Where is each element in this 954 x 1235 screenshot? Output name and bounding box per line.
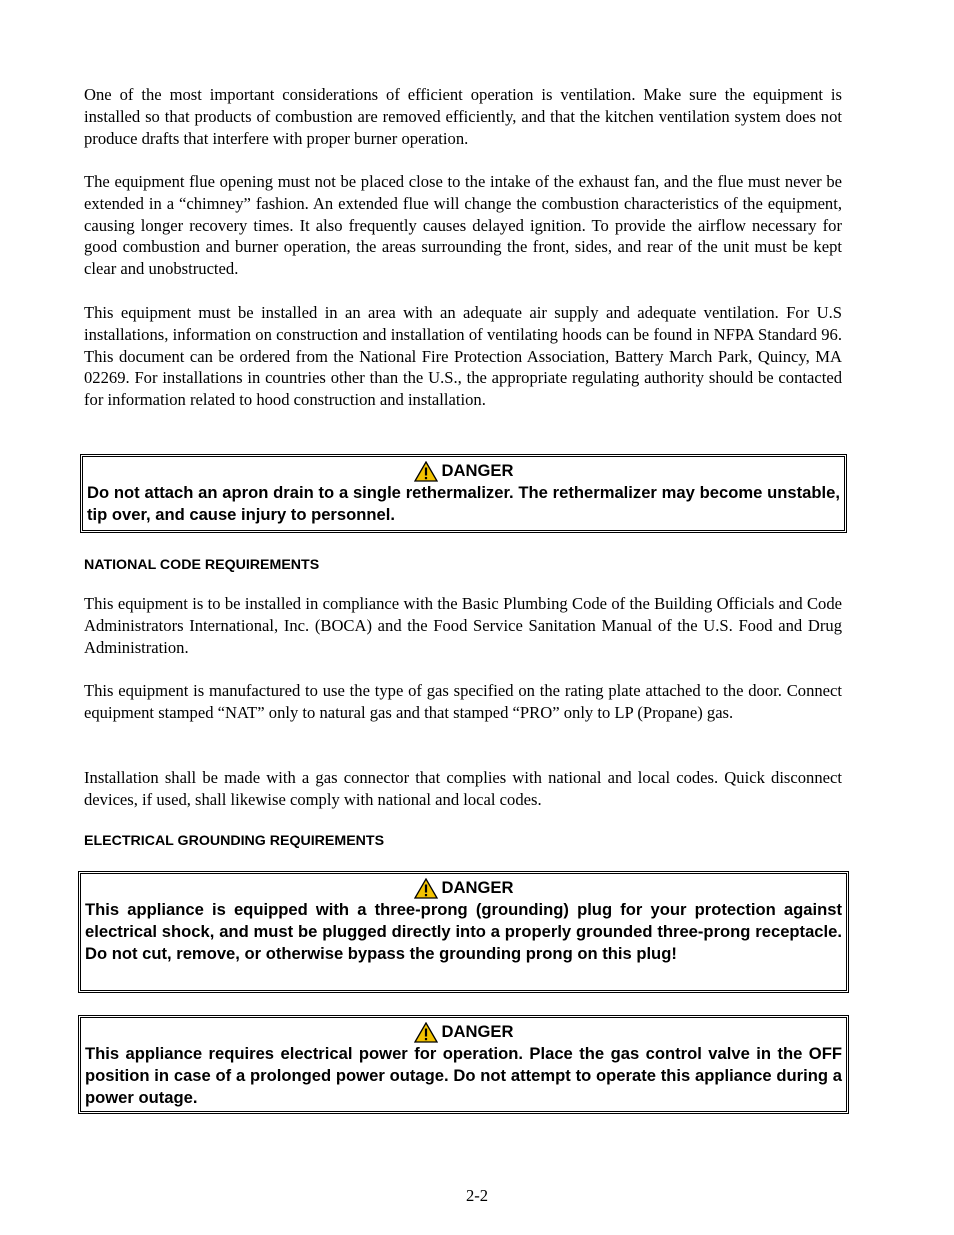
paragraph-gas-connector: Installation shall be made with a gas connector that complies with national and local codes. Quick disconnect devices, if used, shall likewise comply with national and local codes. [84,768,842,809]
danger-box-grounding [78,871,849,993]
heading-electrical-grounding: ELECTRICAL GROUNDING REQUIREMENTS [84,833,385,849]
warning-triangle-icon [414,461,438,482]
danger-header [87,460,840,482]
paragraph-air-supply: This equipment must be installed in an area with an adequate air supply and adequate ventilation. For U.S installations, information on construction and installation of ventilating hoods can be found in NFPA Standard 96. This document can be ordered from the National Fire Protection Association, Battery March Park, Quincy, MA 02269. For installations in countries other than the U.S., the appropriate regulating authority should be contacted for information related to hood construction and installation. [84,303,842,410]
warning-triangle-icon [414,1022,438,1043]
danger-box-power [78,1015,849,1114]
heading-national-code: NATIONAL CODE REQUIREMENTS [84,557,320,573]
danger-box-apron-drain [80,454,847,533]
danger-text: This appliance is equipped with a three-prong (grounding) plug for your protection against electrical shock, and must be plugged directly into a properly grounded three-prong receptacle. Do not cut, remove, or otherwise bypass the grounding prong on this plug! [85,900,842,963]
page-number: 2-2 [465,1186,489,1205]
paragraph-flue: The equipment flue opening must not be placed close to the intake of the exhaust fan, and the flue must never be extended in a “chimney” fashion. An extended flue will change the combustion characteristics of the equipment, causing longer recovery times. It also frequently causes delayed ignition. To provide the airflow necessary for good combustion and burner operation, the areas surrounding the front, sides, and rear of the unit must be kept clear and unobstructed. [84,172,842,279]
danger-label: DANGER [441,878,514,897]
warning-triangle-icon [414,878,438,899]
danger-header [85,877,842,899]
danger-text: Do not attach an apron drain to a single rethermalizer. The rethermalizer may become unstable, tip over, and cause injury to personnel. [87,483,840,524]
paragraph-gas-type: This equipment is manufactured to use the type of gas specified on the rating plate attached to the door. Connect equipment stamped “NAT” only to natural gas and that stamped “PRO” only to LP (Propane) gas. [84,681,842,722]
danger-text: This appliance requires electrical power for operation. Place the gas control valve in the OFF position in case of a prolonged power outage. Do not attempt to operate this appliance during a power outage. [85,1044,842,1107]
danger-label: DANGER [441,1022,514,1041]
danger-label: DANGER [441,461,514,480]
paragraph-boca: This equipment is to be installed in compliance with the Basic Plumbing Code of the Building Officials and Code Administrators International, Inc. (BOCA) and the Food Service Sanitation Manual of the U.S. Food and Drug Administration. [84,594,842,657]
danger-header [85,1021,842,1043]
paragraph-ventilation: One of the most important considerations of efficient operation is ventilation. Make sure the equipment is installed so that products of combustion are removed efficiently, and that the kitchen ventilation system does not produce drafts that interfere with proper burner operation. [84,85,842,148]
